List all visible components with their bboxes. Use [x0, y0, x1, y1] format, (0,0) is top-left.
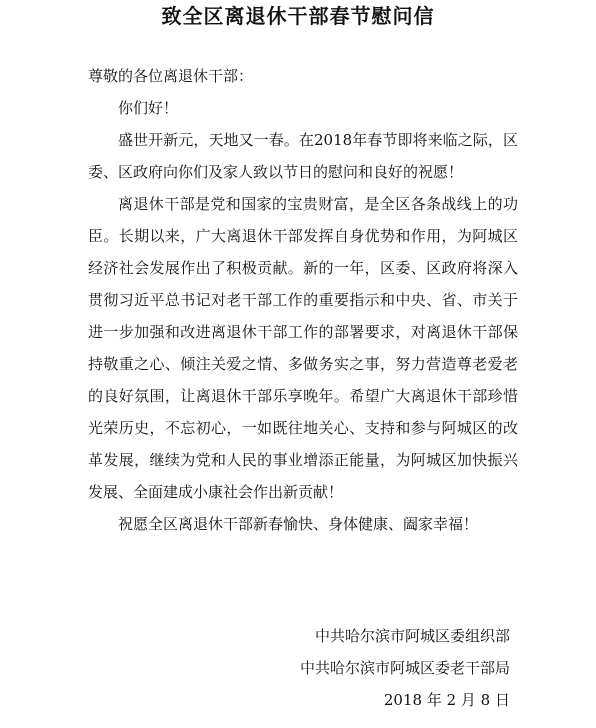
letter-title: 致全区离退休干部春节慰问信	[161, 4, 435, 28]
greeting: 你们好！	[118, 99, 179, 117]
signatory-veteran-cadres-bureau: 中共哈尔滨市阿城区委老干部局	[299, 659, 510, 677]
letter-date: 2018 年 2 月 8 日	[383, 691, 510, 709]
paragraph-main-body: 离退休干部是党和国家的宝贵财富，是全区各条战线上的功臣。长期以来，广大离退休干部发挥自身优势和作用，为阿城区经济社会发展作出了积极贡献。新的一年，区委、区政府将深入贯彻习近平总书记对老干部工作的重要指示和中央、省、市关于进一步加强和改进离退休干部工作的部署要求，对离退休干部保持敬重之心、倾注关爱之情、多做务实之事，努力营造尊老爱老的良好氛围，让离退休干部乐享晚年。希望广大离退休干部珍惜光荣历史，不忘初心，一如既往地关心、支持和参与阿城区的改革发展，继续为党和人民的事业增添正能量，为阿城区加快振兴发展、全面建成小康社会作出新贡献！	[88, 195, 518, 501]
paragraph-closing-wishes: 祝愿全区离退休干部新春愉快、身体健康、阖家幸福！	[118, 515, 479, 533]
salutation: 尊敬的各位离退休干部：	[88, 67, 254, 85]
signatory-organization-dept: 中共哈尔滨市阿城区委组织部	[314, 627, 510, 645]
paragraph-new-year-wishes: 盛世开新元，天地又一春。在2018年春节即将来临之际，区委、区政府向你们及家人致以节日的慰问和良好的祝愿！	[88, 131, 518, 181]
letter-body	[88, 60, 518, 540]
signature-block	[300, 620, 510, 716]
